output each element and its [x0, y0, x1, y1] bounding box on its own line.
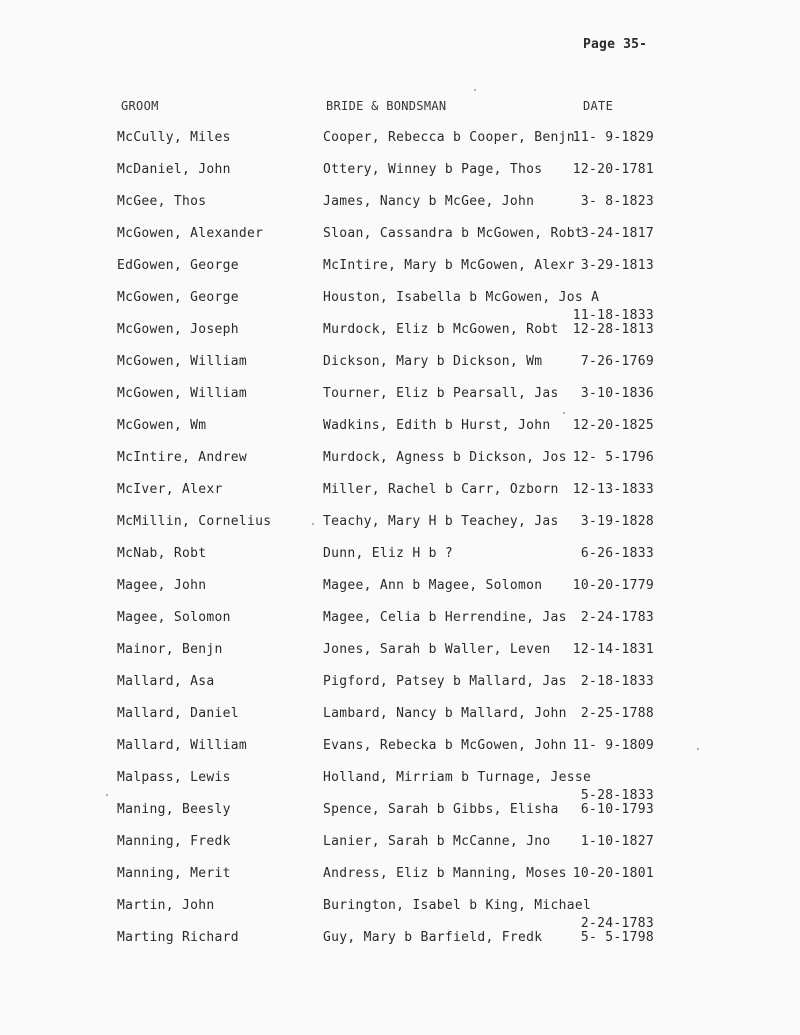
paper-speck: [697, 748, 699, 750]
marriage-date: 12-20-1825: [572, 418, 654, 433]
record-row: [0, 290, 800, 310]
record-row: [0, 898, 800, 918]
bride-and-bondsman: Houston, Isabella b McGowen, Jos A: [323, 290, 600, 305]
record-row: [0, 770, 800, 790]
paper-speck: [563, 412, 565, 414]
groom-name: Mallard, Daniel: [117, 706, 239, 721]
groom-name: Manning, Merit: [117, 866, 231, 881]
record-row: [0, 194, 800, 214]
bride-and-bondsman: Ottery, Winney b Page, Thos: [323, 162, 543, 177]
marriage-date: 11- 9-1829: [572, 130, 654, 145]
bride-and-bondsman: Murdock, Eliz b McGowen, Robt: [323, 322, 559, 337]
bride-and-bondsman: Wadkins, Edith b Hurst, John: [323, 418, 551, 433]
bride-and-bondsman: Murdock, Agness b Dickson, Jos: [323, 450, 567, 465]
marriage-date: 3-19-1828: [580, 514, 654, 529]
groom-name: Maning, Beesly: [117, 802, 231, 817]
bride-and-bondsman: Magee, Celia b Herrendine, Jas: [323, 610, 567, 625]
groom-name: McGowen, Wm: [117, 418, 207, 433]
groom-name: McCully, Miles: [117, 130, 231, 145]
bride-and-bondsman: Dunn, Eliz H b ?: [323, 546, 454, 561]
record-row: [0, 514, 800, 534]
record-row: [0, 546, 800, 566]
marriage-date: 12-28-1813: [572, 322, 654, 337]
groom-name: McGee, Thos: [117, 194, 207, 209]
bride-and-bondsman: Tourner, Eliz b Pearsall, Jas: [323, 386, 559, 401]
page-number: Page 35-: [583, 37, 648, 52]
groom-name: McIver, Alexr: [117, 482, 223, 497]
previous-record-date: 2-24-1783: [580, 916, 654, 931]
groom-name: EdGowen, George: [117, 258, 239, 273]
marriage-date: 6-26-1833: [580, 546, 654, 561]
marriage-date: 3- 8-1823: [580, 194, 654, 209]
marriage-date: 2-25-1788: [580, 706, 654, 721]
marriage-date: 1-10-1827: [580, 834, 654, 849]
groom-name: McGowen, William: [117, 354, 248, 369]
groom-name: McGowen, William: [117, 386, 248, 401]
bride-and-bondsman: Burington, Isabel b King, Michael: [323, 898, 592, 913]
bride-and-bondsman: James, Nancy b McGee, John: [323, 194, 535, 209]
bride-and-bondsman: Cooper, Rebecca b Cooper, Benjn: [323, 130, 575, 145]
record-row: [0, 386, 800, 406]
record-row: [0, 162, 800, 182]
record-row: [0, 308, 800, 342]
record-row: [0, 130, 800, 150]
marriage-date: 3-24-1817: [580, 226, 654, 241]
groom-name: Mainor, Benjn: [117, 642, 223, 657]
bride-and-bondsman: Miller, Rachel b Carr, Ozborn: [323, 482, 559, 497]
record-row: [0, 674, 800, 694]
bride-and-bondsman: Sloan, Cassandra b McGowen, Robt: [323, 226, 584, 241]
bride-and-bondsman: Magee, Ann b Magee, Solomon: [323, 578, 543, 593]
bride-and-bondsman: Evans, Rebecka b McGowen, John: [323, 738, 567, 753]
bride-and-bondsman: Holland, Mirriam b Turnage, Jesse: [323, 770, 592, 785]
bride-and-bondsman: Pigford, Patsey b Mallard, Jas: [323, 674, 567, 689]
marriage-date: 12-14-1831: [572, 642, 654, 657]
record-row: [0, 450, 800, 470]
record-row: [0, 354, 800, 374]
column-header-date: DATE: [583, 99, 614, 113]
column-header-groom: GROOM: [121, 99, 159, 113]
groom-name: Mallard, William: [117, 738, 248, 753]
record-row: [0, 642, 800, 662]
record-row: [0, 578, 800, 598]
groom-name: McDaniel, John: [117, 162, 231, 177]
marriage-date: 5- 5-1798: [580, 930, 654, 945]
groom-name: McGowen, Joseph: [117, 322, 239, 337]
record-row: [0, 788, 800, 822]
marriage-date: 3-29-1813: [580, 258, 654, 273]
groom-name: McGowen, Alexander: [117, 226, 264, 241]
marriage-date: 12-20-1781: [572, 162, 654, 177]
bride-and-bondsman: Lanier, Sarah b McCanne, Jno: [323, 834, 551, 849]
paper-speck: [106, 794, 108, 796]
record-row: [0, 834, 800, 854]
marriage-date: 7-26-1769: [580, 354, 654, 369]
marriage-date: 12- 5-1796: [572, 450, 654, 465]
marriage-date: 12-13-1833: [572, 482, 654, 497]
record-row: [0, 866, 800, 886]
record-row: [0, 916, 800, 950]
bride-and-bondsman: Dickson, Mary b Dickson, Wm: [323, 354, 543, 369]
marriage-date: 10-20-1801: [572, 866, 654, 881]
marriage-date: 6-10-1793: [580, 802, 654, 817]
record-row: [0, 258, 800, 278]
groom-name: McGowen, George: [117, 290, 239, 305]
record-row: [0, 482, 800, 502]
groom-name: McMillin, Cornelius: [117, 514, 272, 529]
groom-name: Magee, John: [117, 578, 207, 593]
record-row: [0, 610, 800, 630]
marriage-date: 2-24-1783: [580, 610, 654, 625]
bride-and-bondsman: Teachy, Mary H b Teachey, Jas: [323, 514, 559, 529]
bride-and-bondsman: Jones, Sarah b Waller, Leven: [323, 642, 551, 657]
groom-name: Mallard, Asa: [117, 674, 215, 689]
groom-name: Martin, John: [117, 898, 215, 913]
record-row: [0, 418, 800, 438]
bride-and-bondsman: Spence, Sarah b Gibbs, Elisha: [323, 802, 559, 817]
bride-and-bondsman: Andress, Eliz b Manning, Moses: [323, 866, 567, 881]
previous-record-date: 11-18-1833: [572, 308, 654, 323]
column-header-bride-bondsman: BRIDE & BONDSMAN: [326, 99, 447, 113]
groom-name: McNab, Robt: [117, 546, 207, 561]
groom-name: Magee, Solomon: [117, 610, 231, 625]
record-row: [0, 226, 800, 246]
previous-record-date: 5-28-1833: [580, 788, 654, 803]
paper-speck: [474, 89, 476, 91]
marriage-date: 10-20-1779: [572, 578, 654, 593]
paper-speck: [312, 523, 314, 525]
groom-name: Manning, Fredk: [117, 834, 231, 849]
groom-name: McIntire, Andrew: [117, 450, 248, 465]
groom-name: Marting Richard: [117, 930, 239, 945]
bride-and-bondsman: McIntire, Mary b McGowen, Alexr: [323, 258, 575, 273]
record-row: [0, 706, 800, 726]
marriage-date: 3-10-1836: [580, 386, 654, 401]
marriage-date: 2-18-1833: [580, 674, 654, 689]
groom-name: Malpass, Lewis: [117, 770, 231, 785]
bride-and-bondsman: Lambard, Nancy b Mallard, John: [323, 706, 567, 721]
record-row: [0, 738, 800, 758]
marriage-date: 11- 9-1809: [572, 738, 654, 753]
bride-and-bondsman: Guy, Mary b Barfield, Fredk: [323, 930, 543, 945]
